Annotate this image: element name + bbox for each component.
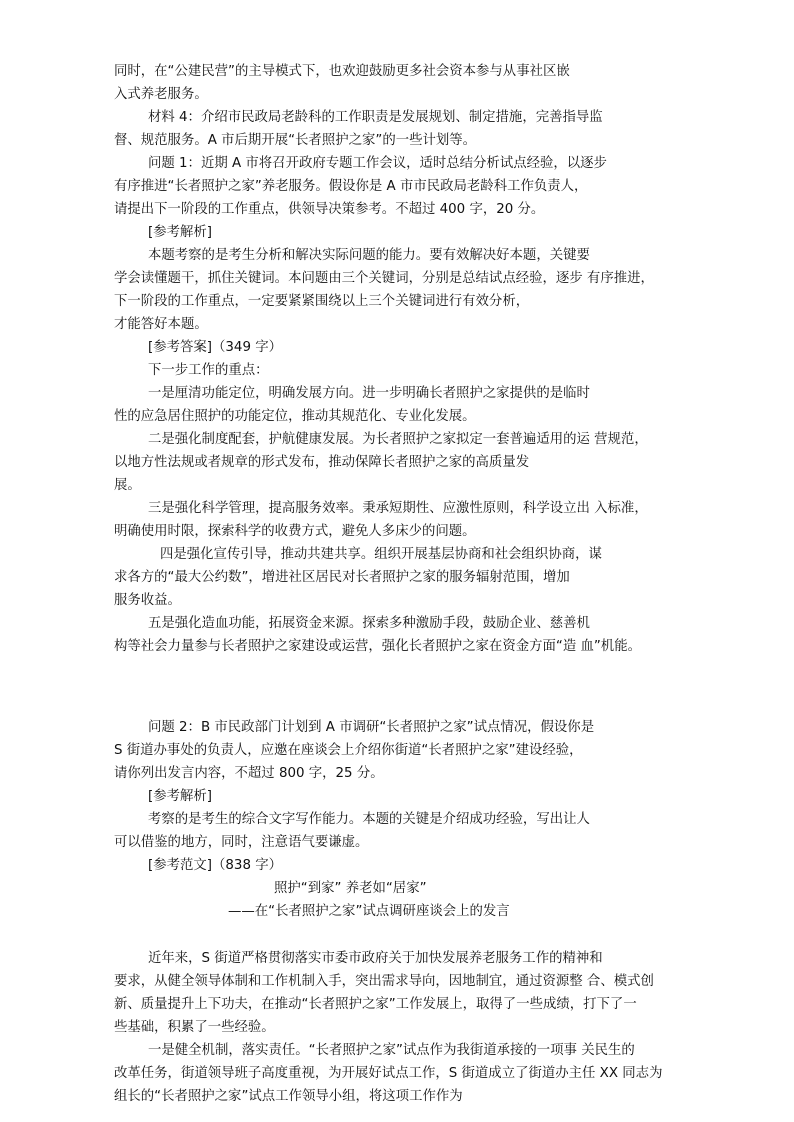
text-line: 下一步工作的重点：: [148, 363, 269, 378]
section-heading: [参考解析]: [148, 225, 213, 240]
text-line: 下一阶段的工作重点，一定要紧紧围绕以上三个关键词进行有效分析，: [114, 294, 530, 309]
text-line: 构等社会力量参与长者照护之家建设或运营，强化长者照护之家在资金方面“造 血”机能。: [114, 639, 641, 654]
text-line: 问题 1：近期 A 市将召开政府专题工作会议，适时总结分析试点经验，以逐步: [148, 156, 607, 171]
text-line: 二是强化制度配套，护航健康发展。为长者照护之家拟定一套普遍适用的运 营规范，: [148, 432, 648, 447]
text-line: 服务收益。: [114, 593, 181, 608]
text-line: 一是厘清功能定位，明确发展方向。进一步明确长者照护之家提供的是临时: [148, 386, 590, 401]
text-line: 组长的“长者照护之家”试点工作领导小组，将这项工作作为: [114, 1089, 463, 1104]
text-line: 近年来，S 街道严格贯彻落实市委市政府关于加快发展养老服务工作的精神和: [148, 951, 603, 966]
text-line: 展。: [114, 478, 141, 493]
text-line: 一是健全机制，落实责任。“长者照护之家”试点作为我街道承接的一项事 关民生的: [148, 1043, 635, 1058]
text-line: 请提出下一阶段的工作重点，供领导决策参考。不超过 400 字，20 分。: [114, 202, 545, 217]
text-line: 四是强化宣传引导，推动共建共享。组织开展基层协商和社会组织协商，谋: [160, 547, 602, 562]
section-heading: [参考答案]（349 字）: [148, 340, 282, 355]
text-line: 性的应急居住照护的功能定位，推动其规范化、专业化发展。: [114, 409, 476, 424]
text-line: 请你列出发言内容，不超过 800 字，25 分。: [114, 766, 384, 781]
text-line: 要求，从健全领导体制和工作机制入手，突出需求导向，因地制宜，通过资源整 合、模式创: [114, 974, 654, 989]
essay-subtitle: ——在“长者照护之家”试点调研座谈会上的发言: [228, 904, 510, 919]
text-line: 材料 4：介绍市民政局老龄科的工作职责是发展规划、制定措施，完善指导监: [148, 110, 603, 125]
section-heading: [参考解析]: [148, 789, 213, 804]
essay-title: 照护“到家” 养老如“居家”: [274, 881, 427, 896]
text-line: 入式养老服务。: [114, 87, 208, 102]
text-line: 明确使用时限，探索科学的收费方式，避免人多床少的问题。: [114, 524, 476, 539]
text-line: 有序推进“长者照护之家”养老服务。假设你是 A 市市民政局老龄科工作负责人，: [114, 179, 588, 194]
text-line: 以地方性法规或者规章的形式发布，推动保障长者照护之家的高质量发: [114, 455, 530, 470]
text-line: 督、规范服务。A 市后期开展“长者照护之家”的一些计划等。: [114, 133, 477, 148]
text-line: 同时，在“公建民营”的主导模式下，也欢迎鼓励更多社会资本参与从事社区嵌: [114, 64, 570, 79]
text-line: 考察的是考生的综合文字写作能力。本题的关键是介绍成功经验，写出让人: [148, 812, 590, 827]
text-line: 学会读懂题干，抓住关键词。本问题由三个关键词，分别是总结试点经验，逐步 有序推进，: [114, 271, 654, 286]
text-line: 三是强化科学管理，提高服务效率。秉承短期性、应激性原则，科学设立出 入标准，: [148, 501, 648, 516]
text-line: 本题考察的是考生分析和解决实际问题的能力。要有效解决好本题，关键要: [148, 248, 590, 263]
text-line: 才能答好本题。: [114, 317, 208, 332]
section-heading: [参考范文]（838 字）: [148, 858, 282, 873]
text-line: 问题 2：B 市民政部门计划到 A 市调研“长者照护之家”试点情况，假设你是: [148, 720, 595, 735]
text-line: 改革任务，街道领导班子高度重视，为开展好试点工作，S 街道成立了街道办主任 XX 同志为: [114, 1066, 663, 1081]
text-line: 五是强化造血功能，拓展资金来源。探索多种激励手段，鼓励企业、慈善机: [148, 616, 590, 631]
text-line: S 街道办事处的负责人，应邀在座谈会上介绍你街道“长者照护之家”建设经验，: [114, 743, 583, 758]
text-line: 些基础，积累了一些经验。: [114, 1020, 275, 1035]
text-line: 可以借鉴的地方，同时，注意语气要谦虚。: [114, 835, 369, 850]
text-line: 新、质量提升上下功夫，在推动“长者照护之家”工作发展上，取得了一些成绩，打下了一: [114, 997, 637, 1012]
text-line: 求各方的“最大公约数”，增进社区居民对长者照护之家的服务辐射范围，增加: [114, 570, 570, 585]
